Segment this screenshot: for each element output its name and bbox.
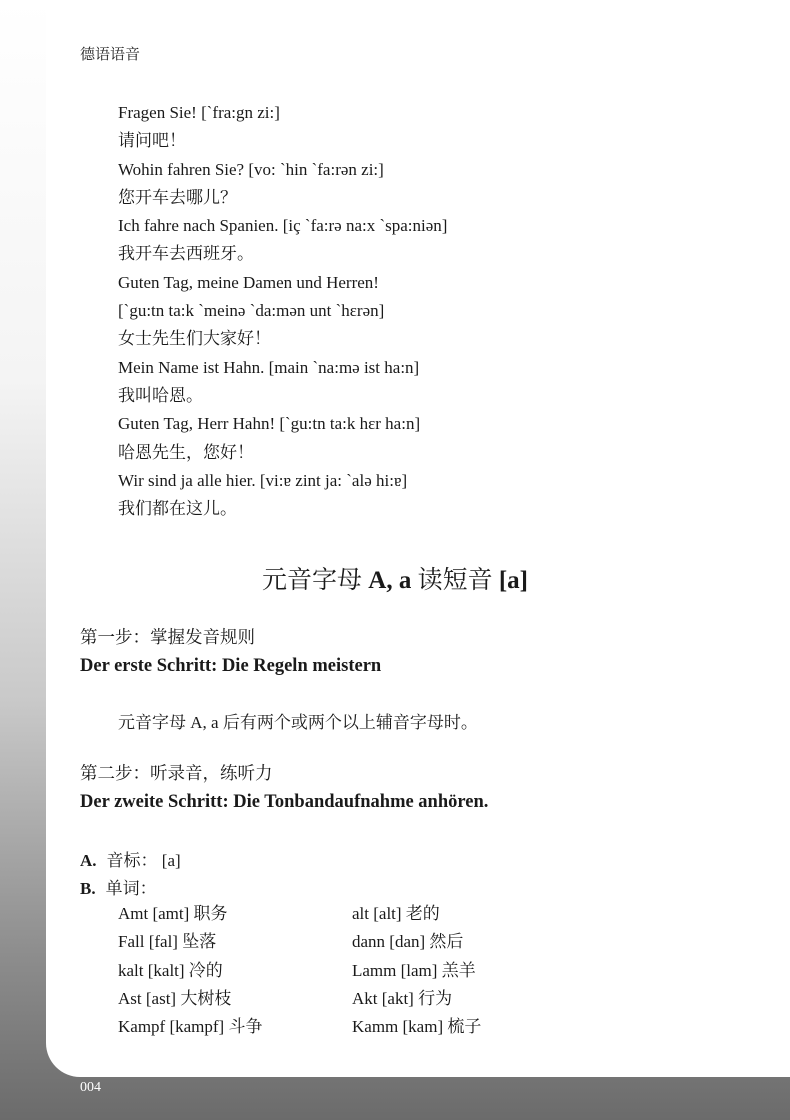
dialogue-block (118, 99, 447, 523)
dialogue-line: 我开车去西班牙。 (118, 244, 254, 264)
word-row (118, 900, 481, 928)
dialogue-line: 我叫哈恩。 (118, 385, 203, 405)
word-entry: Lamm [lam] 羔羊 (352, 960, 476, 980)
dialogue-line: Fragen Sie! [`fra:gn zi:] (118, 103, 280, 122)
running-header: 德语语音 (80, 45, 141, 63)
dialogue-line: 我们都在这儿。 (118, 499, 237, 519)
section-title-letters: A, a (368, 567, 412, 594)
rule-text: 元音字母 A, a 后有两个或两个以上辅音字母时。 (118, 713, 478, 732)
part-a-label: A. (80, 851, 97, 870)
part-b-label: B. (80, 879, 96, 898)
page-number: 004 (80, 1080, 101, 1095)
section-title-cn: 元音字母 (262, 567, 363, 594)
word-row (118, 1013, 481, 1041)
dialogue-line: 请问吧！ (118, 131, 186, 151)
word-row (118, 928, 481, 956)
word-entry: Fall [fal] 坠落 (118, 932, 217, 952)
dialogue-line: Ich fahre nach Spanien. [iç `fa:rə na:x `spa:niən] (118, 216, 448, 236)
step1-heading-cn: 第一步：掌握发音规则 (80, 627, 255, 647)
word-entry: Kampf [kampf] 斗争 (118, 1017, 263, 1037)
part-b (80, 874, 157, 899)
part-a-text: 音标： [a] (106, 851, 181, 870)
dialogue-line: [`gu:tn ta:k `meinə `da:mən unt `hɛrən] (118, 301, 385, 321)
word-row (118, 985, 481, 1013)
dialogue-line: Mein Name ist Hahn. [main `na:mə ist ha:n] (118, 357, 420, 377)
dialogue-line: Wir sind ja alle hier. [vi:ɐ zint ja: `alə hi:ɐ] (118, 470, 408, 490)
dialogue-line: Guten Tag, meine Damen und Herren! (118, 272, 379, 292)
step1-heading-de: Der erste Schritt: Die Regeln meistern (80, 656, 382, 676)
dialogue-line: 女士先生们大家好！ (118, 329, 271, 349)
dialogue-line: 您开车去哪儿？ (118, 187, 237, 207)
dialogue-line: Guten Tag, Herr Hahn! [`gu:tn ta:k hɛr ha:n] (118, 414, 421, 434)
part-a (80, 846, 181, 871)
section-title-cn2: 读短音 (417, 567, 493, 594)
word-entry: dann [dan] 然后 (352, 932, 464, 952)
word-entry: Akt [akt] 行为 (352, 988, 453, 1008)
part-b-text: 单词： (105, 879, 157, 898)
word-list (118, 900, 481, 1041)
word-entry: Kamm [kam] 梳子 (352, 1017, 482, 1037)
word-entry: Amt [amt] 职务 (118, 904, 228, 923)
word-entry: Ast [ast] 大树枝 (118, 988, 232, 1008)
dialogue-line: 哈恩先生，您好！ (118, 442, 254, 462)
step2-heading-cn: 第二步：听录音，练听力 (80, 763, 273, 783)
step2-heading-de: Der zweite Schritt: Die Tonbandaufnahme anhören. (80, 792, 489, 812)
word-entry: kalt [kalt] 冷的 (118, 960, 223, 980)
word-row (118, 957, 481, 985)
word-entry: alt [alt] 老的 (352, 904, 440, 923)
dialogue-line: Wohin fahren Sie? [vo: `hin `fa:rən zi:] (118, 159, 384, 179)
section-title (0, 560, 790, 596)
section-title-sound: [a] (498, 567, 528, 594)
